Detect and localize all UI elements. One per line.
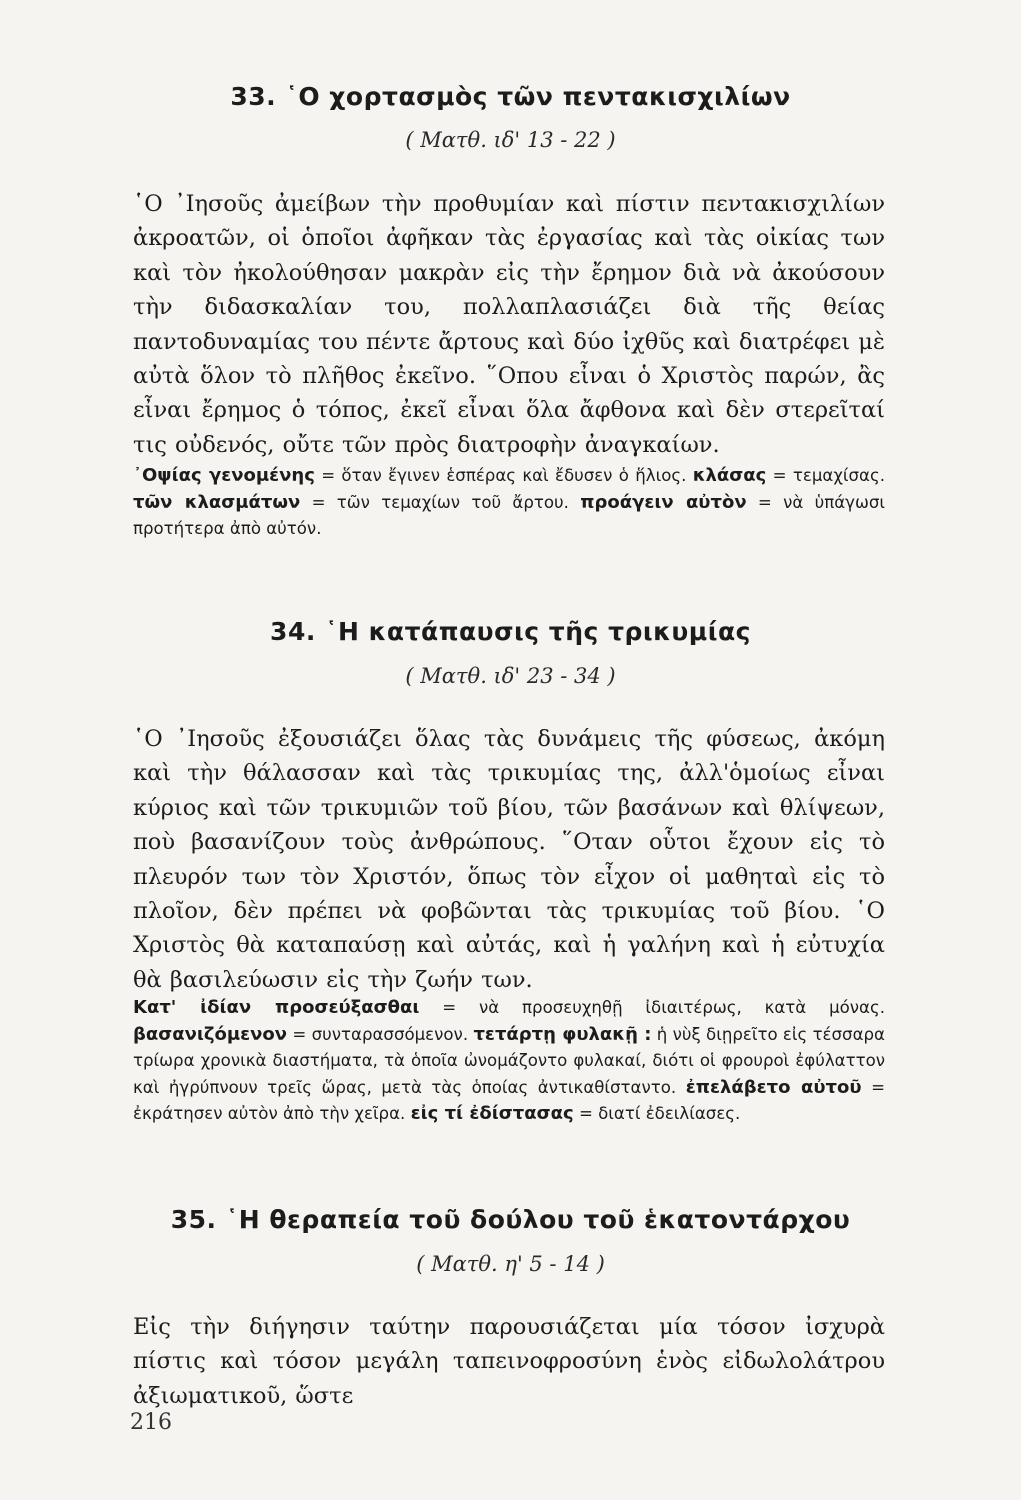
section-34-body: ῾Ο ᾿Ιησοῦς ἐξουσιάζει ὅλας τὰς δυνάμεις τῆς φύσεως, ἀκόμη καὶ τὴν θάλασσαν καὶ τὰς τρικυμίας της, ἀλλ'ὁμοίως εἶναι κύριος καὶ τῶν τρικυμιῶν τοῦ βίου, τῶν βασάνων καὶ θλίψεων, ποὺ βασανίζουν τοὺς ἀνθρώπους. ῞Οταν οὗτοι ἔχουν εἰς τὸ πλευρόν των τὸν Χριστόν, ὅπως τὸν εἶχον οἱ μαθηταὶ εἰς τὸ πλοῖον, δὲν πρέπει νὰ φοβῶνται τὰς τρικυμίας τοῦ βίου. ῾Ο Χριστὸς θὰ καταπαύσῃ καὶ αὐτάς, καὶ ἡ γαλήνη καὶ ἡ εὐτυχία θὰ βασιλεύωσιν εἰς τὴν ζωήν των. — [133, 726, 885, 993]
section-33-reference: ( Ματθ. ιδ' 13 - 22 ) — [405, 128, 616, 152]
gloss-term: κλάσας — [692, 465, 767, 486]
gloss-term: βασανιζόμενον — [133, 1023, 288, 1045]
gloss-meaning: = τεμαχίσας. — [772, 466, 885, 485]
section-33-title: 33. ῾Ο χορτασμὸς τῶν πεντακισχιλίων — [230, 82, 791, 111]
section-33-body: ῾Ο ᾿Ιησοῦς ἀμείβων τὴν προθυμίαν καὶ πίστιν πεντακισχιλίων ἀκροατῶν, οἱ ὁποῖοι ἀφῆκαν τὰς ἐργασίας καὶ τὰς οἰκίας των καὶ τὸν ἠκολούθησαν μακρὰν εἰς τὴν ἔρημον διὰ νὰ ἀκούσουν τὴν διδασκαλίαν του, πολλαπλασιάζει διὰ τῆς θείας παντοδυναμίας του πέντε ἄρτους καὶ δύο ἰχθῦς καὶ διατρέφει μὲ αὐτὰ ὅλον τὸ πλῆθος ἐκεῖνο. ῞Οπου εἶναι ὁ Χριστὸς παρών, ἂς εἶναι ἔρημος ὁ τόπος, ἐκεῖ εἶναι ὅλα ἄφθονα καὶ δὲν στερεῖταί τις οὐδενός, οὔτε τῶν πρὸς διατροφὴν ἀναγκαίων. — [133, 191, 885, 458]
section-34-reference: ( Ματθ. ιδ' 23 - 34 ) — [405, 664, 616, 688]
gloss-term: τετάρτῃ φυλακῇ : — [473, 1023, 652, 1045]
gloss-meaning: = ἐκράτησεν αὐτὸν ἀπὸ τὴν χεῖρα. — [133, 1077, 885, 1123]
section-35-title: 35. ῾Η θεραπεία τοῦ δούλου τοῦ ἑκατοντάρχου — [170, 1205, 851, 1234]
gloss-term: εἰς τί ἐδίστασας — [410, 1103, 574, 1124]
gloss-term: Κατ' ἰδίαν προσεύξασθαι — [133, 997, 420, 1018]
gloss-meaning: = συνταρασσόμενον. — [292, 1024, 469, 1044]
gloss-term: ἐπελάβετο αὐτοῦ — [685, 1076, 862, 1098]
section-33-glosses — [133, 463, 885, 543]
gloss-term: τῶν κλασμάτων — [133, 491, 301, 513]
gloss-meaning: = τῶν τεμαχίων τοῦ ἄρτου. — [311, 492, 569, 512]
gloss-meaning: = νὰ ὑπάγωσι προτήτερα ἀπὸ αὐτόν. — [133, 492, 885, 538]
section-34-glosses — [133, 995, 885, 1128]
gloss-meaning: = νὰ προσευχηθῇ ἰδιαιτέρως, κατὰ μόνας. — [442, 998, 885, 1017]
gloss-term: ᾿Οψίας γενομένης — [133, 465, 315, 486]
section-35-reference: ( Ματθ. η' 5 - 14 ) — [416, 1252, 605, 1276]
gloss-meaning: ἡ νὺξ διῃρεῖτο εἰς τέσσαρα τρίωρα χρονικὰ διαστήματα, τὰ ὁποῖα ὠνομάζοντο φυλακαί, διότι οἱ φρουροὶ ἐφύλαττον καὶ ἠγρύπνουν τρεῖς ὥρας, μετὰ τὰς ὁποίας ἀντικαθίσταντο. — [133, 1024, 885, 1097]
gloss-meaning: = ὅταν ἔγινεν ἑσπέρας καὶ ἔδυσεν ὁ ἥλιος. — [321, 466, 687, 485]
gloss-meaning: = διατί ἐδειλίασες. — [578, 1104, 741, 1123]
page-number: 216 — [130, 1410, 172, 1435]
section-35-body: Εἰς τὴν διήγησιν ταύτην παρουσιάζεται μία τόσον ἰσχυρὰ πίστις καὶ τόσον μεγάλη ταπεινοφροσύνη ἑνὸς εἰδωλολάτρου ἀξιωματικοῦ, ὥστε — [133, 1314, 885, 1409]
gloss-term: προάγειν αὐτὸν — [580, 491, 747, 513]
section-34-title: 34. ῾Η κατάπαυσις τῆς τρικυμίας — [270, 617, 751, 646]
